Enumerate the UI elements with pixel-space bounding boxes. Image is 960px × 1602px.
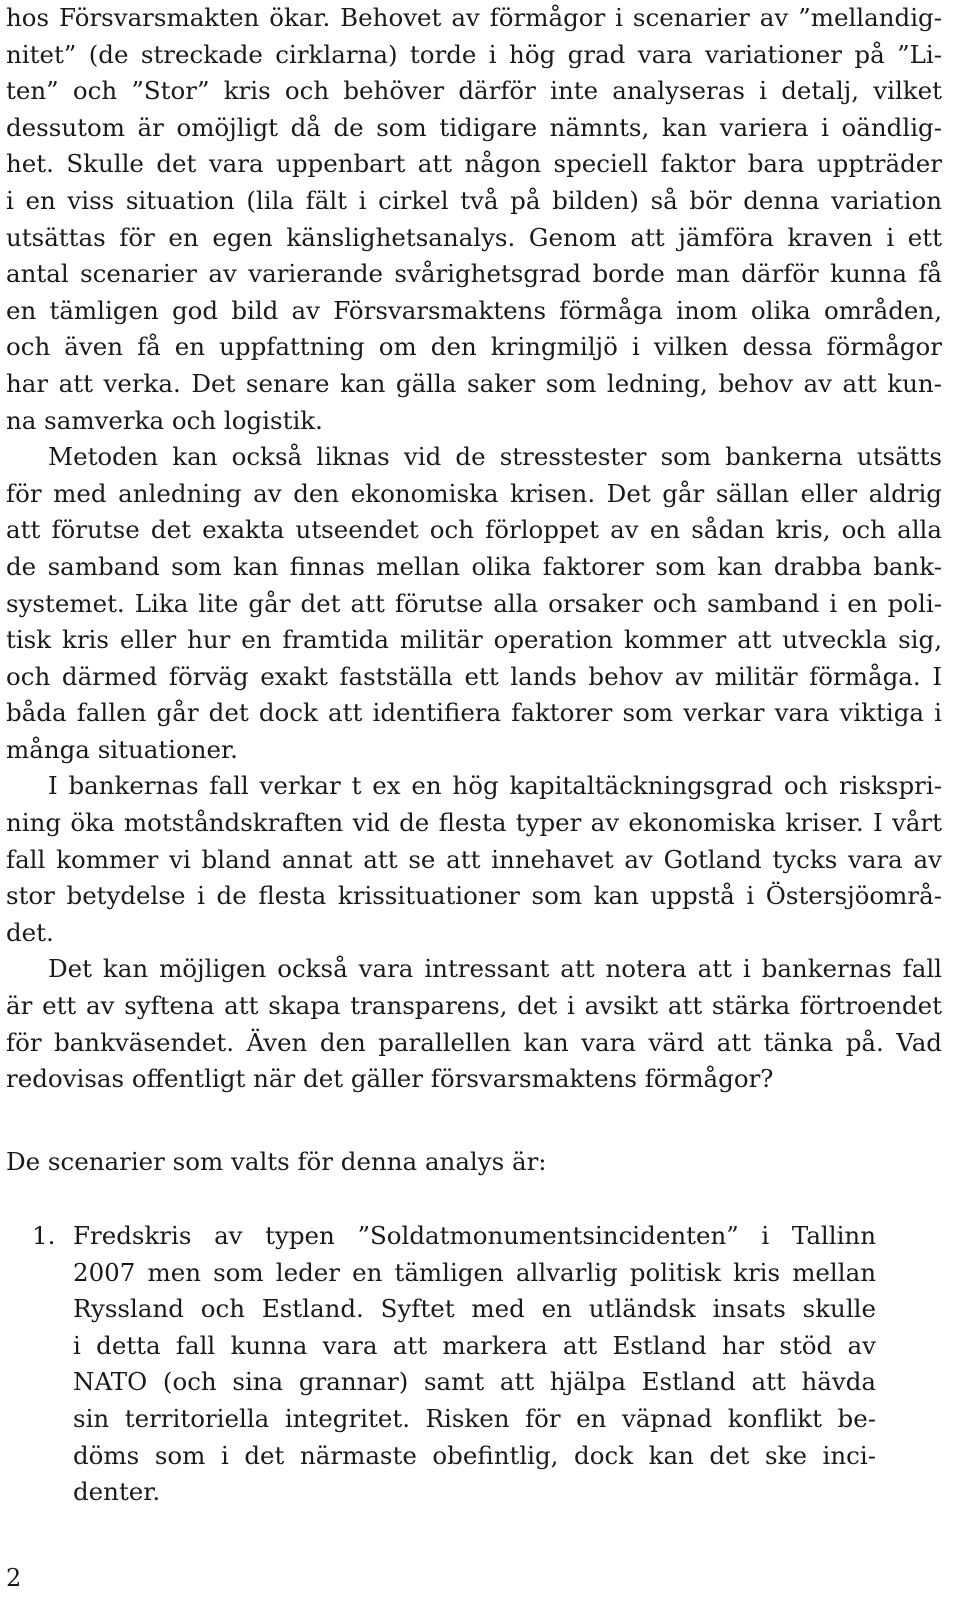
scenario-list xyxy=(6,1218,876,1511)
text-line: och även få en uppfattning om den kringmiljö i vilken dessa förmågor xyxy=(6,332,942,362)
text-line: redovisas offentligt när det gäller försvarsmaktens förmågor? xyxy=(6,1064,774,1094)
text-line: nitet” (de streckade cirklarna) torde i hög grad vara variationer på ”Li- xyxy=(6,39,942,69)
text-line: Metoden kan också liknas vid de stresstester som bankerna utsätts xyxy=(48,442,942,472)
text-line: Fredskris av typen ”Soldatmonumentsincidenten” i Tallinn xyxy=(73,1221,876,1250)
text-line: en tämligen god bild av Försvarsmaktens förmåga inom olika områden, xyxy=(6,295,942,325)
text-line: antal scenarier av varierande svårighetsgrad borde man därför kunna få xyxy=(6,259,942,289)
text-line: Ryssland och Estland. Syftet med en utländsk insats skulle xyxy=(73,1294,876,1324)
text-line: I bankernas fall verkar t ex en hög kapitaltäckningsgrad och riskspri- xyxy=(48,771,942,801)
body-paragraph xyxy=(6,0,942,439)
text-line: många situationer. xyxy=(6,734,238,764)
text-line: hos Försvarsmakten ökar. Behovet av förmågor i scenarier av ”mellandig- xyxy=(6,3,942,32)
list-number: 1. xyxy=(32,1221,56,1250)
text-line: i en viss situation (lila fält i cirkel två på bilden) så bör denna variation xyxy=(6,185,942,215)
text-line: tisk kris eller hur en framtida militär operation kommer att utveckla sig, xyxy=(6,625,942,655)
text-line: Det kan möjligen också vara intressant att notera att i bankernas fall xyxy=(48,954,942,984)
body-paragraph xyxy=(6,439,942,768)
text-line: 2007 men som leder en tämligen allvarlig politisk kris mellan xyxy=(73,1257,876,1287)
text-line: systemet. Lika lite går det att förutse alla orsaker och samband i en poli- xyxy=(6,588,942,618)
body-text xyxy=(6,0,942,1098)
text-line: är ett av syftena att skapa transparens, det i avsikt att stärka förtroendet xyxy=(6,991,942,1021)
text-line: stor betydelse i de flesta krissituationer som kan uppstå i Östersjöområ- xyxy=(6,881,942,911)
text-line: för med anledning av den ekonomiska krisen. Det går sällan eller aldrig xyxy=(6,478,942,508)
body-paragraph xyxy=(6,768,942,951)
text-line: för bankväsendet. Även den parallellen kan vara värd att tänka på. Vad xyxy=(6,1027,942,1057)
text-line: het. Skulle det vara uppenbart att någon speciell faktor bara uppträder xyxy=(6,149,942,179)
text-line: och därmed förväg exakt fastställa ett lands behov av militär förmåga. I xyxy=(6,661,942,691)
text-line: det. xyxy=(6,917,54,947)
text-line: na samverka och logistik. xyxy=(6,405,323,435)
text-line: ning öka motståndskraften vid de flesta typer av ekonomiska kriser. I vårt xyxy=(6,808,942,838)
text-line: ten” och ”Stor” kris och behöver därför inte analyseras i detalj, vilket xyxy=(6,76,942,106)
text-line: båda fallen går det dock att identifiera faktorer som verkar vara viktiga i xyxy=(6,698,942,728)
text-line: fall kommer vi bland annat att se att innehavet av Gotland tycks vara av xyxy=(6,844,942,874)
text-line: denter. xyxy=(73,1477,161,1507)
scenario-intro: De scenarier som valts för denna analys är: xyxy=(6,1147,547,1176)
text-line: utsättas för en egen känslighetsanalys. Genom att jämföra kraven i ett xyxy=(6,222,942,252)
text-line: döms som i det närmaste obefintlig, dock kan det ske inci- xyxy=(73,1440,876,1470)
body-paragraph xyxy=(6,951,942,1097)
text-line: har att verka. Det senare kan gälla saker som ledning, behov av att kun- xyxy=(6,368,942,398)
document-page xyxy=(6,0,942,1592)
page-number: 2 xyxy=(6,1564,22,1592)
text-line: att förutse det exakta utseendet och förloppet av en sådan kris, och alla xyxy=(6,515,942,545)
text-line: NATO (och sina grannar) samt att hjälpa Estland att hävda xyxy=(73,1367,876,1397)
text-line: dessutom är omöjligt då de som tidigare nämnts, kan variera i oändlig- xyxy=(6,112,942,142)
text-line: de samband som kan finnas mellan olika faktorer som kan drabba bank- xyxy=(6,551,942,581)
list-item xyxy=(6,1218,876,1511)
text-line: i detta fall kunna vara att markera att Estland har stöd av xyxy=(73,1330,876,1360)
text-line: sin territoriella integritet. Risken för en väpnad konflikt be- xyxy=(73,1403,876,1433)
